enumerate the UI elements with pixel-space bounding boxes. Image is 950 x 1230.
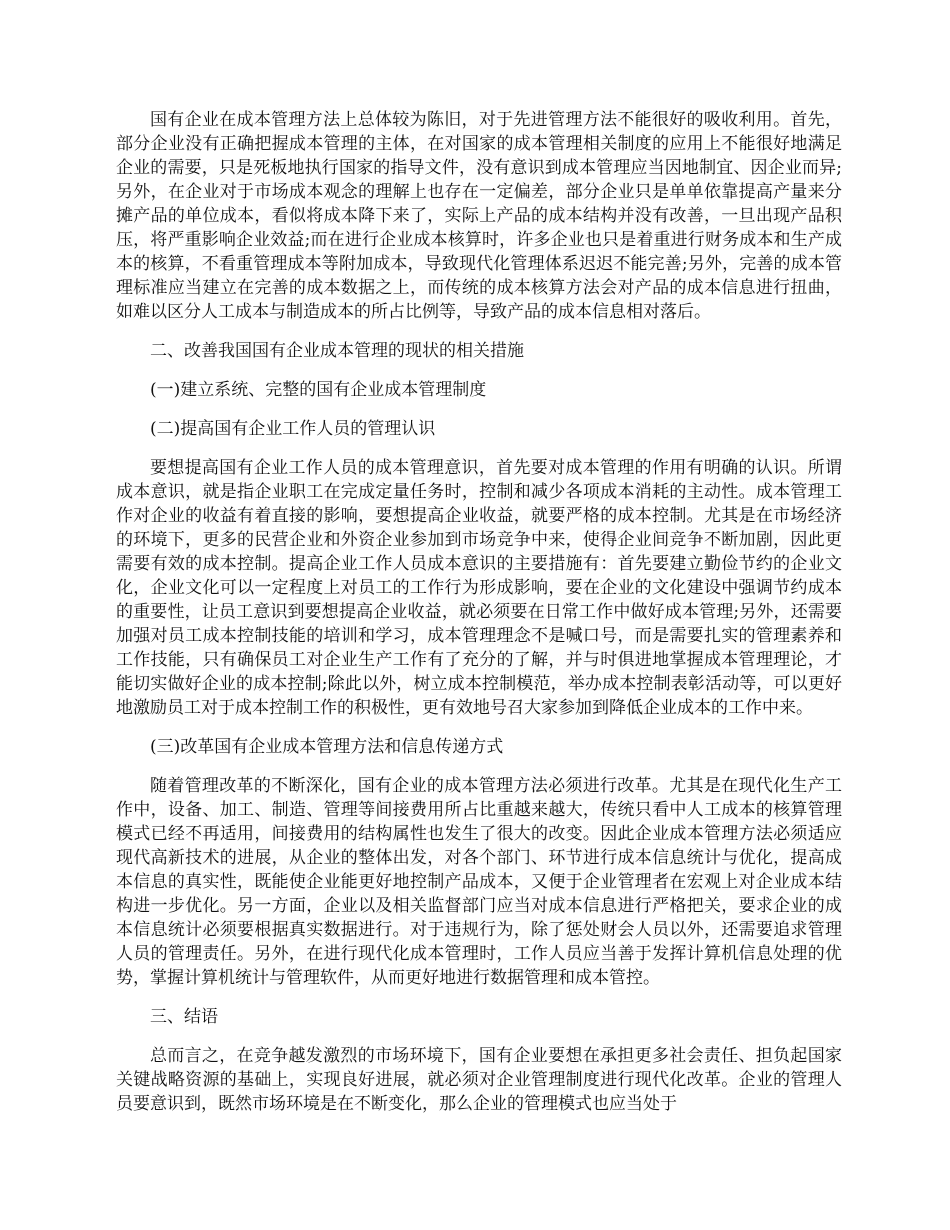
subsection-heading-3: (三)改革国有企业成本管理方法和信息传递方式 <box>150 737 504 757</box>
paragraph-cost-method-outdated: 国有企业在成本管理方法上总体较为陈旧，对于先进管理方法不能很好的吸收利用。首先，部分企业没有正确把握成本管理的主体，在对国家的成本管理相关制度的应用上不能很好地满足企业的需要，只是死板地执行国家的指导文件，没有意识到成本管理应当因地制宜、因企业而异;另外，在企业对于市场成本观念的理解上也存在一定偏差，部分企业只是单单依靠提高产量来分摊产品的单位成本，看似将成本降下来了，实际上产品的成本结构并没有改善，一旦出现产品积压，将严重影响企业效益;而在进行企业成本核算时，许多企业也只是着重进行财务成本和生产成本的核算，不看重管理成本等附加成本，导致现代化管理体系迟迟不能完善;另外，完善的成本管理标准应当建立在完善的成本数据之上，而传统的成本核算方法会对产品的成本信息进行扭曲，如难以区分人工成本与制造成本的所占比例等，导致产品的成本信息相对落后。 <box>116 110 842 322</box>
subsection-heading-2: (二)提高国有企业工作人员的管理认识 <box>150 419 436 439</box>
section-heading-2: 二、改善我国国有企业成本管理的现状的相关措施 <box>150 341 524 361</box>
document-page <box>116 108 842 1131</box>
section-heading-3: 三、结语 <box>150 1007 218 1027</box>
paragraph-method-reform: 随着管理改革的不断深化，国有企业的成本管理方法必须进行改革。尤其是在现代化生产工作中，设备、加工、制造、管理等间接费用所占比重越来越大，传统只看中人工成本的核算管理模式已经不再适用，间接费用的结构属性也发生了很大的改变。因此企业成本管理方法必须适应现代高新技术的进展，从企业的整体出发，对各个部门、环节进行成本信息统计与优化，提高成本信息的真实性，既能使企业能更好地控制产品成本，又便于企业管理者在宏观上对企业成本结构进一步优化。另一方面，企业以及相关监督部门应当对成本信息进行严格把关，要求企业的成本信息统计必须要根据真实数据进行。对于违规行为，除了惩处财会人员以外，还需要追求管理人员的管理责任。另外，在进行现代化成本管理时，工作人员应当善于发挥计算机信息处理的优势，掌握计算机统计与管理软件，从而更好地进行数据管理和成本管控。 <box>116 776 842 988</box>
subsection-heading-1: (一)建立系统、完整的国有企业成本管理制度 <box>150 380 487 400</box>
paragraph-staff-awareness: 要想提高国有企业工作人员的成本管理意识，首先要对成本管理的作用有明确的认识。所谓成本意识，就是指企业职工在完成定量任务时，控制和减少各项成本消耗的主动性。成本管理工作对企业的收益有着直接的影响，要想提高企业收益，就要严格的成本控制。尤其是在市场经济的环境下，更多的民营企业和外资企业参加到市场竞争中来，使得企业间竞争不断加剧，因此更需要有效的成本控制。提高企业工作人员成本意识的主要措施有：首先要建立勤俭节约的企业文化，企业文化可以一定程度上对员工的工作行为形成影响，要在企业的文化建设中强调节约成本的重要性，让员工意识到要想提高企业收益，就必须要在日常工作中做好成本管理;另外，还需要加强对员工成本控制技能的培训和学习，成本管理理念不是喊口号，而是需要扎实的管理素养和工作技能，只有确保员工对企业生产工作有了充分的了解，并与时俱进地掌握成本管理理论，才能切实做好企业的成本控制;除此以外，树立成本控制模范，举办成本控制表彰活动等，可以更好地激励员工对于成本控制工作的积极性，更有效地号召大家参加到降低企业成本的工作中来。 <box>116 458 842 718</box>
paragraph-conclusion: 总而言之，在竞争越发激烈的市场环境下，国有企业要想在承担更多社会责任、担负起国家关键战略资源的基础上，实现良好进展，就必须对企业管理制度进行现代化改革。企业的管理人员要意识到，既然市场环境是在不断变化，那么企业的管理模式也应当处于 <box>116 1046 842 1114</box>
